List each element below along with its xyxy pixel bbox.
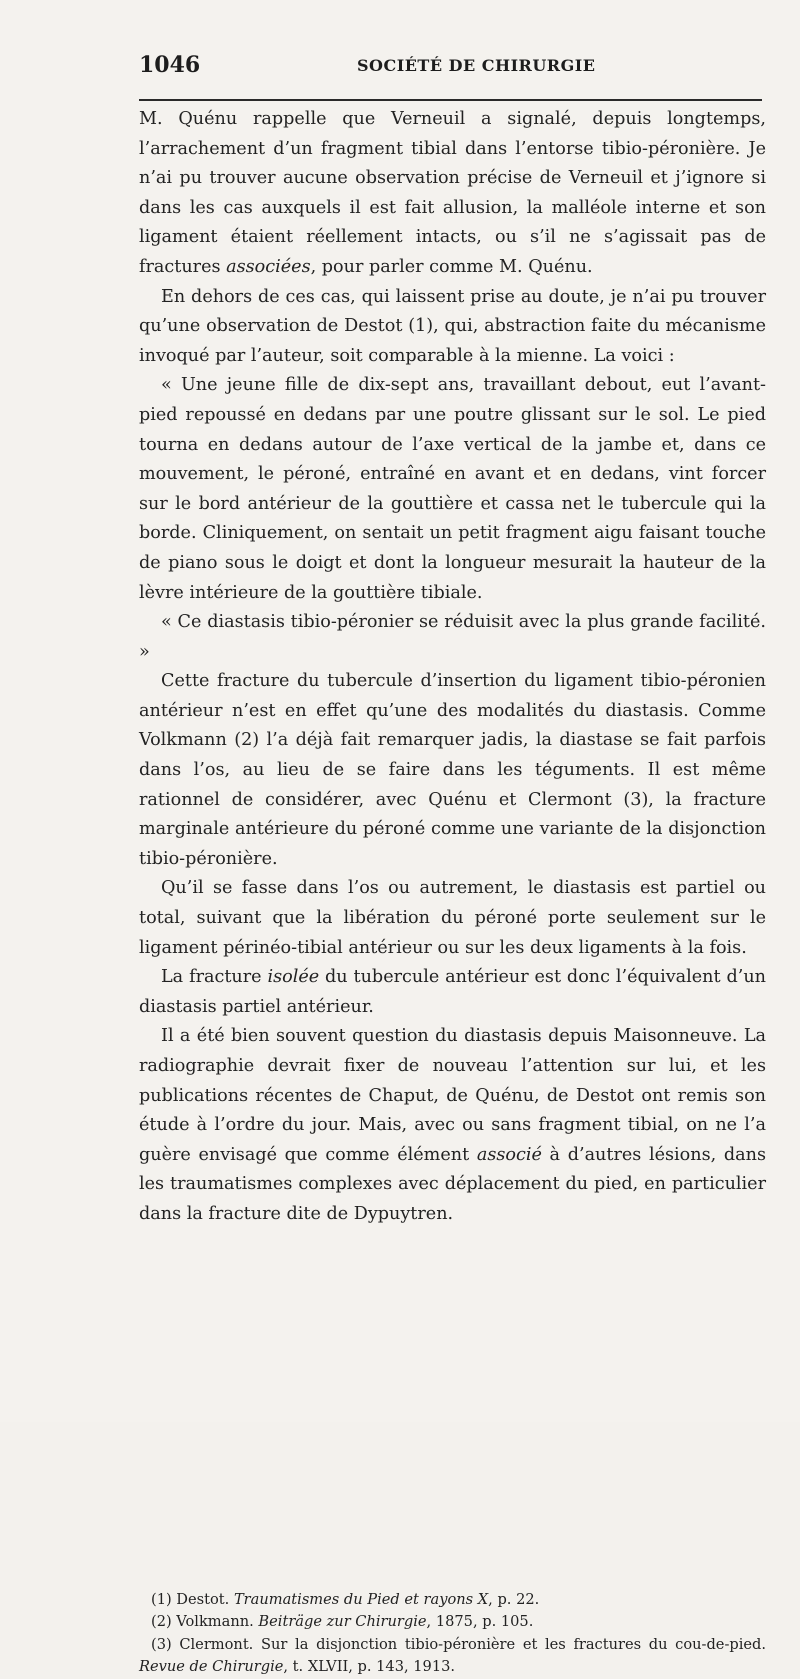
quotation-paragraph-1: « Une jeune fille de dix-sept ans, travaillant debout, eut l’avant-pied repoussé en dedans par une poutre glissant sur le sol. Le pied tourna en dedans autour de l’axe vertical de la jambe et, dans ce mouvement, le péroné, entraîné en avant et en dedans, vint forcer sur le bord antérieur de la gouttière et cassa net le tubercule qui la borde. Cliniquement, on sentait un petit fragment aigu faisant touche de piano sous le doigt et dont la longueur mesurait la hauteur de la lèvre intérieure de la gouttière tibiale. [139, 375, 766, 603]
paragraph-2: En dehors de ces cas, qui laissent prise au doute, je n’ai pu trouver qu’une observation de Destot (1), qui, abstraction faite du mécanisme invoqué par l’auteur, soit comparable à la mienne. La voici : [139, 286, 766, 366]
paragraph-7: La fracture isolée du tubercule antérieur est donc l’équivalent d’un diastasis partiel antérieur. [139, 967, 766, 1017]
paragraph-5: Cette fracture du tubercule d’insertion du ligament tibio-péronien antérieur n’est en effet qu’une des modalités du diastasis. Comme Volkmann (2) l’a déjà fait remarquer jadis, la diastase se fait parfois dans l’os, au lieu de se faire dans les téguments. Il est même rationnel de considérer, avec Quénu et Clermont (3), la fracture marginale antérieure du péroné comme une variante de la disjonction tibio-péronière. [139, 671, 766, 869]
page-header [139, 48, 762, 82]
page-number: 1046 [139, 52, 201, 78]
paragraph-1: M. Quénu rappelle que Verneuil a signalé, depuis longtemps, l’arrachement d’un fragment tibial dans l’entorse tibio-péronière. Je n’ai pu trouver aucune observation précise de Verneuil et j’ignore si dans les cas auxquels il est fait allusion, la malléole interne et son ligament étaient réellement intacts, ou s’il ne s’agissait pas de fractures associées, pour parler comme M. Quénu. [139, 109, 766, 277]
paragraph-8: Il a été bien souvent question du diastasis depuis Maisonneuve. La radiographie devrait fixer de nouveau l’attention sur lui, et les publications récentes de Chaput, de Quénu, de Destot ont remis son étude à l’ordre du jour. Mais, avec ou sans fragment tibial, on ne l’a guère envisagé que comme élément associé à d’autres lésions, dans les traumatismes complexes avec déplacement du pied, en particulier dans la fracture dite de Dypuytren. [139, 1026, 766, 1224]
footnote-1: (1) Destot. Traumatismes du Pied et rayons X, p. 22. [151, 1591, 540, 1608]
body-text [139, 105, 766, 1230]
header-rule [139, 99, 762, 101]
running-head: SOCIÉTÉ DE CHIRURGIE [357, 56, 596, 75]
footnotes [139, 1589, 766, 1679]
paragraph-6: Qu’il se fasse dans l’os ou autrement, le diastasis est partiel ou total, suivant que la libération du péroné porte seulement sur le ligament périnéo-tibial antérieur ou sur les deux ligaments à la fois. [139, 878, 766, 958]
footnote-2: (2) Volkmann. Beiträge zur Chirurgie, 1875, p. 105. [151, 1613, 534, 1631]
footnote-3: (3) Clermont. Sur la disjonction tibio-péronière et les fractures du cou-de-pied. Revue de Chirurgie, t. XLVII, p. 143, 1913. [139, 1635, 766, 1676]
quotation-paragraph-2: « Ce diastasis tibio-péronier se réduisit avec la plus grande facilité. » [139, 612, 766, 662]
